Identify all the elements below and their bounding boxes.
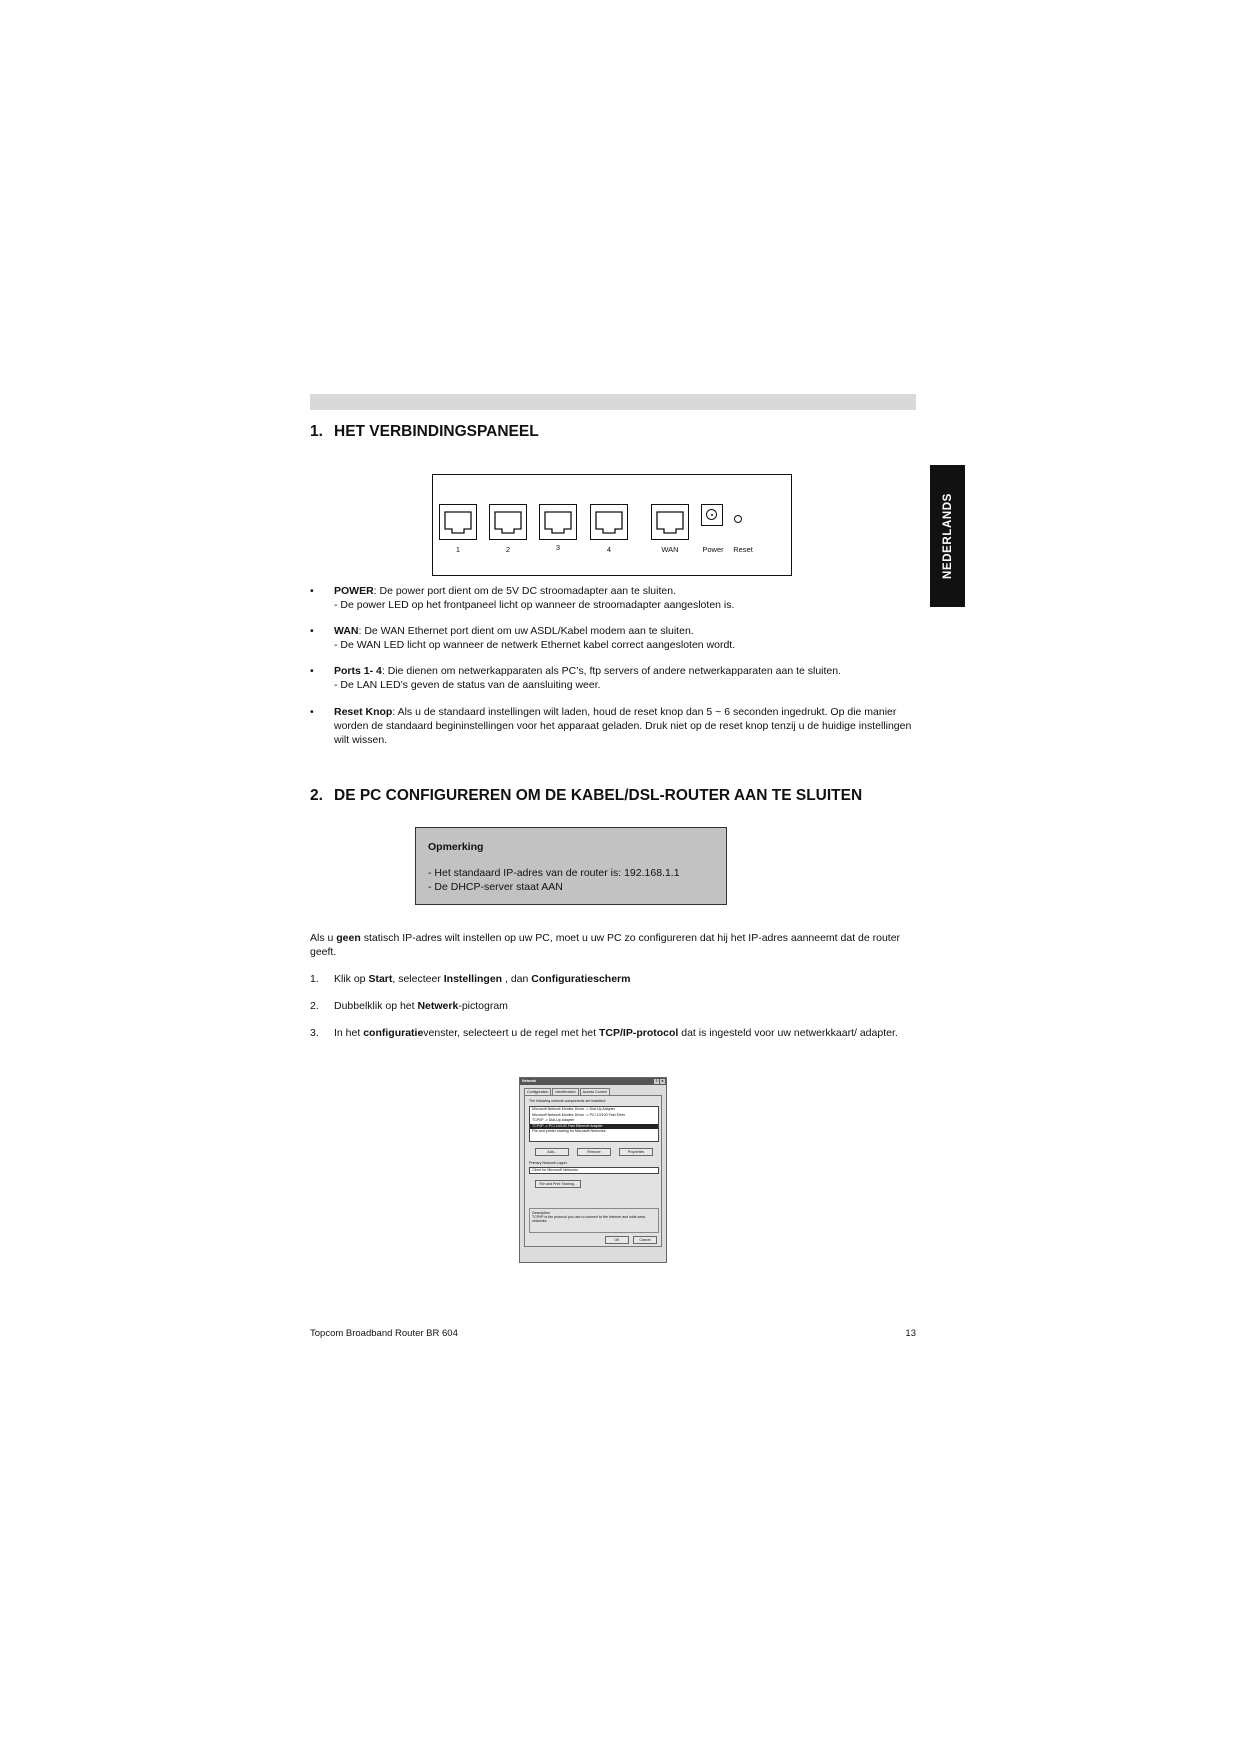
section1-number: 1. (310, 423, 323, 440)
list-item: Microsoft Network Monitor Driver -> Dial-Up Adapter (532, 1107, 615, 1111)
logon-select: Client for Microsoft Networks (529, 1167, 659, 1174)
bullet-power-line2: - De power LED op het frontpaneel licht op wanneer de stroomadapter aangesloten is. (334, 599, 735, 611)
intro-paragraph (310, 931, 920, 959)
network-dialog-screenshot (519, 1077, 667, 1263)
step2-text-c: -pictogram (458, 1000, 508, 1012)
bullet-ports-term: Ports 1- 4 (334, 665, 382, 677)
file-print-sharing-button: File and Print Sharing... (535, 1180, 581, 1188)
note-line-2: - De DHCP-server staat AAN (428, 881, 563, 893)
bullet-mark: • (310, 665, 314, 677)
intro-bold: geen (336, 932, 361, 944)
lan-port-3-icon (539, 504, 577, 540)
dialog-tabs (524, 1088, 666, 1095)
bullet-ports-text: : Die dienen om netwerkapparaten als PC’s, ftp servers of andere netwerkapparaten aan te sluiten. (381, 665, 842, 677)
step-1 (310, 972, 920, 986)
lan-port-4-icon (590, 504, 628, 540)
wan-port-icon (651, 504, 689, 540)
bullet-wan-term: WAN (334, 625, 359, 637)
step-2 (310, 999, 920, 1013)
bullet-wan (310, 624, 920, 652)
tab-access-control: Access Control (580, 1088, 610, 1095)
section1-title: HET VERBINDINGSPANEEL (334, 423, 539, 440)
bullet-wan-line2: - De WAN LED licht op wanneer de netwerk Ethernet kabel correct aangesloten wordt. (334, 639, 736, 651)
port-label-wan: WAN (661, 545, 679, 554)
close-icon: x (661, 1079, 664, 1083)
lan-port-2-icon (489, 504, 527, 540)
step-number: 1. (310, 973, 319, 985)
bullet-reset-term: Reset Knop (334, 706, 393, 718)
description-text: TCP/IP is the protocol you use to connect to the Internet and wide-area networks. (532, 1215, 646, 1223)
section1-heading (310, 423, 539, 441)
lan-port-1-icon (439, 504, 477, 540)
list-item: TCP/IP -> Dial-Up Adapter (532, 1118, 575, 1123)
bullet-mark: • (310, 585, 314, 597)
bullet-power-text: : De power port dient om de 5V DC stroomadapter aan te sluiten. (373, 585, 676, 597)
list-item: Microsoft Network Monitor Driver -> PCI 10/100 Fast Ether (532, 1112, 626, 1117)
port-label-1: 1 (455, 545, 461, 554)
language-tab (930, 465, 965, 607)
description-box (529, 1208, 659, 1233)
bullet-ports (310, 664, 920, 692)
step-number: 3. (310, 1027, 319, 1039)
reset-button-icon (734, 515, 742, 523)
step1-settings: Instellingen (443, 973, 503, 985)
label-power: Power (702, 545, 724, 554)
intro-pre: Als u (310, 932, 337, 944)
components-label: The following network components are installed: (529, 1099, 606, 1103)
note-title: Opmerking (428, 841, 484, 853)
step1-control-panel: Configuratiescherm (531, 973, 631, 985)
cancel-button: Cancel (633, 1236, 657, 1244)
step-number: 2. (310, 1000, 319, 1012)
section2-number: 2. (310, 787, 323, 804)
step1-start: Start (368, 973, 393, 985)
bullet-mark: • (310, 625, 314, 637)
help-icon: ? (655, 1079, 658, 1083)
section2-heading (310, 787, 862, 805)
step3-tcpip: TCP/IP-protocol (598, 1027, 679, 1039)
bullet-wan-text: : De WAN Ethernet port dient om uw ASDL/Kabel modem aan te sluiten. (358, 625, 694, 637)
step3-text-c: venster, selecteert u de regel met het (423, 1027, 599, 1039)
list-item-selected: TCP/IP -> PCI 10/100 Fast Ethernet Adapter (530, 1124, 658, 1130)
footer-product: Topcom Broadband Router BR 604 (310, 1328, 458, 1339)
language-tab-label: NEDERLANDS (941, 493, 954, 579)
page-number: 13 (905, 1328, 916, 1339)
step1-text-a: Klik op (334, 973, 369, 985)
description-title: Description (532, 1211, 550, 1215)
step-3 (310, 1026, 920, 1040)
port-label-2: 2 (505, 545, 511, 554)
components-list (529, 1106, 659, 1142)
bullet-power (310, 584, 920, 612)
tab-configuration: Configuration (524, 1088, 551, 1095)
note-line-1: - Het standaard IP-adres van de router is: 192.168.1.1 (428, 867, 680, 879)
bullet-reset (310, 705, 920, 747)
step1-text-d: , dan (502, 973, 532, 985)
dialog-titlebar (520, 1078, 666, 1085)
bullet-ports-line2: - De LAN LED’s geven de status van de aansluiting weer. (334, 679, 601, 691)
remove-button: Remove (577, 1148, 611, 1156)
bullet-mark: • (310, 706, 314, 718)
power-jack-icon (701, 504, 723, 526)
tab-identification: Identification (552, 1088, 578, 1095)
list-item: File and printer sharing for Microsoft Networks (532, 1129, 606, 1134)
add-button: Add... (535, 1148, 569, 1156)
step1-text-c: , selecteer (392, 973, 444, 985)
step3-text-d: dat is ingesteld voor uw netwerkkaart/ adapter. (678, 1027, 898, 1039)
bullet-power-term: POWER (334, 585, 374, 597)
step2-text-a: Dubbelklik op het (334, 1000, 418, 1012)
step3-text-a: In het (334, 1027, 364, 1039)
section2-title: DE PC CONFIGUREREN OM DE KABEL/DSL-ROUTER AAN TE SLUITEN (334, 787, 863, 804)
note-box (415, 827, 727, 905)
router-back-panel (432, 474, 792, 576)
bullet-reset-text: : Als u de standaard instellingen wilt laden, houd de reset knop dan 5 ~ 6 seconden ingedrukt. Op die manier worden de standaard begininstellingen voor het apparaat geladen. Druk niet op de reset knop tenzij u de huidige instellingen wilt wissen. (334, 706, 912, 746)
properties-button: Properties (619, 1148, 653, 1156)
port-label-3: 3 (555, 543, 561, 552)
step3-configuration: configuratie (363, 1027, 424, 1039)
label-reset: Reset (733, 545, 753, 554)
dialog-title: Network (522, 1079, 537, 1083)
logon-label: Primary Network Logon: (529, 1161, 568, 1165)
intro-post: statisch IP-adres wilt instellen op uw PC, moet u uw PC zo configureren dat hij het IP-adres aanneemt dat de router geeft. (310, 932, 901, 958)
dialog-body (524, 1095, 662, 1247)
step2-network: Netwerk (417, 1000, 459, 1012)
port-label-4: 4 (606, 545, 612, 554)
header-bar (310, 394, 916, 410)
ok-button: OK (605, 1236, 629, 1244)
